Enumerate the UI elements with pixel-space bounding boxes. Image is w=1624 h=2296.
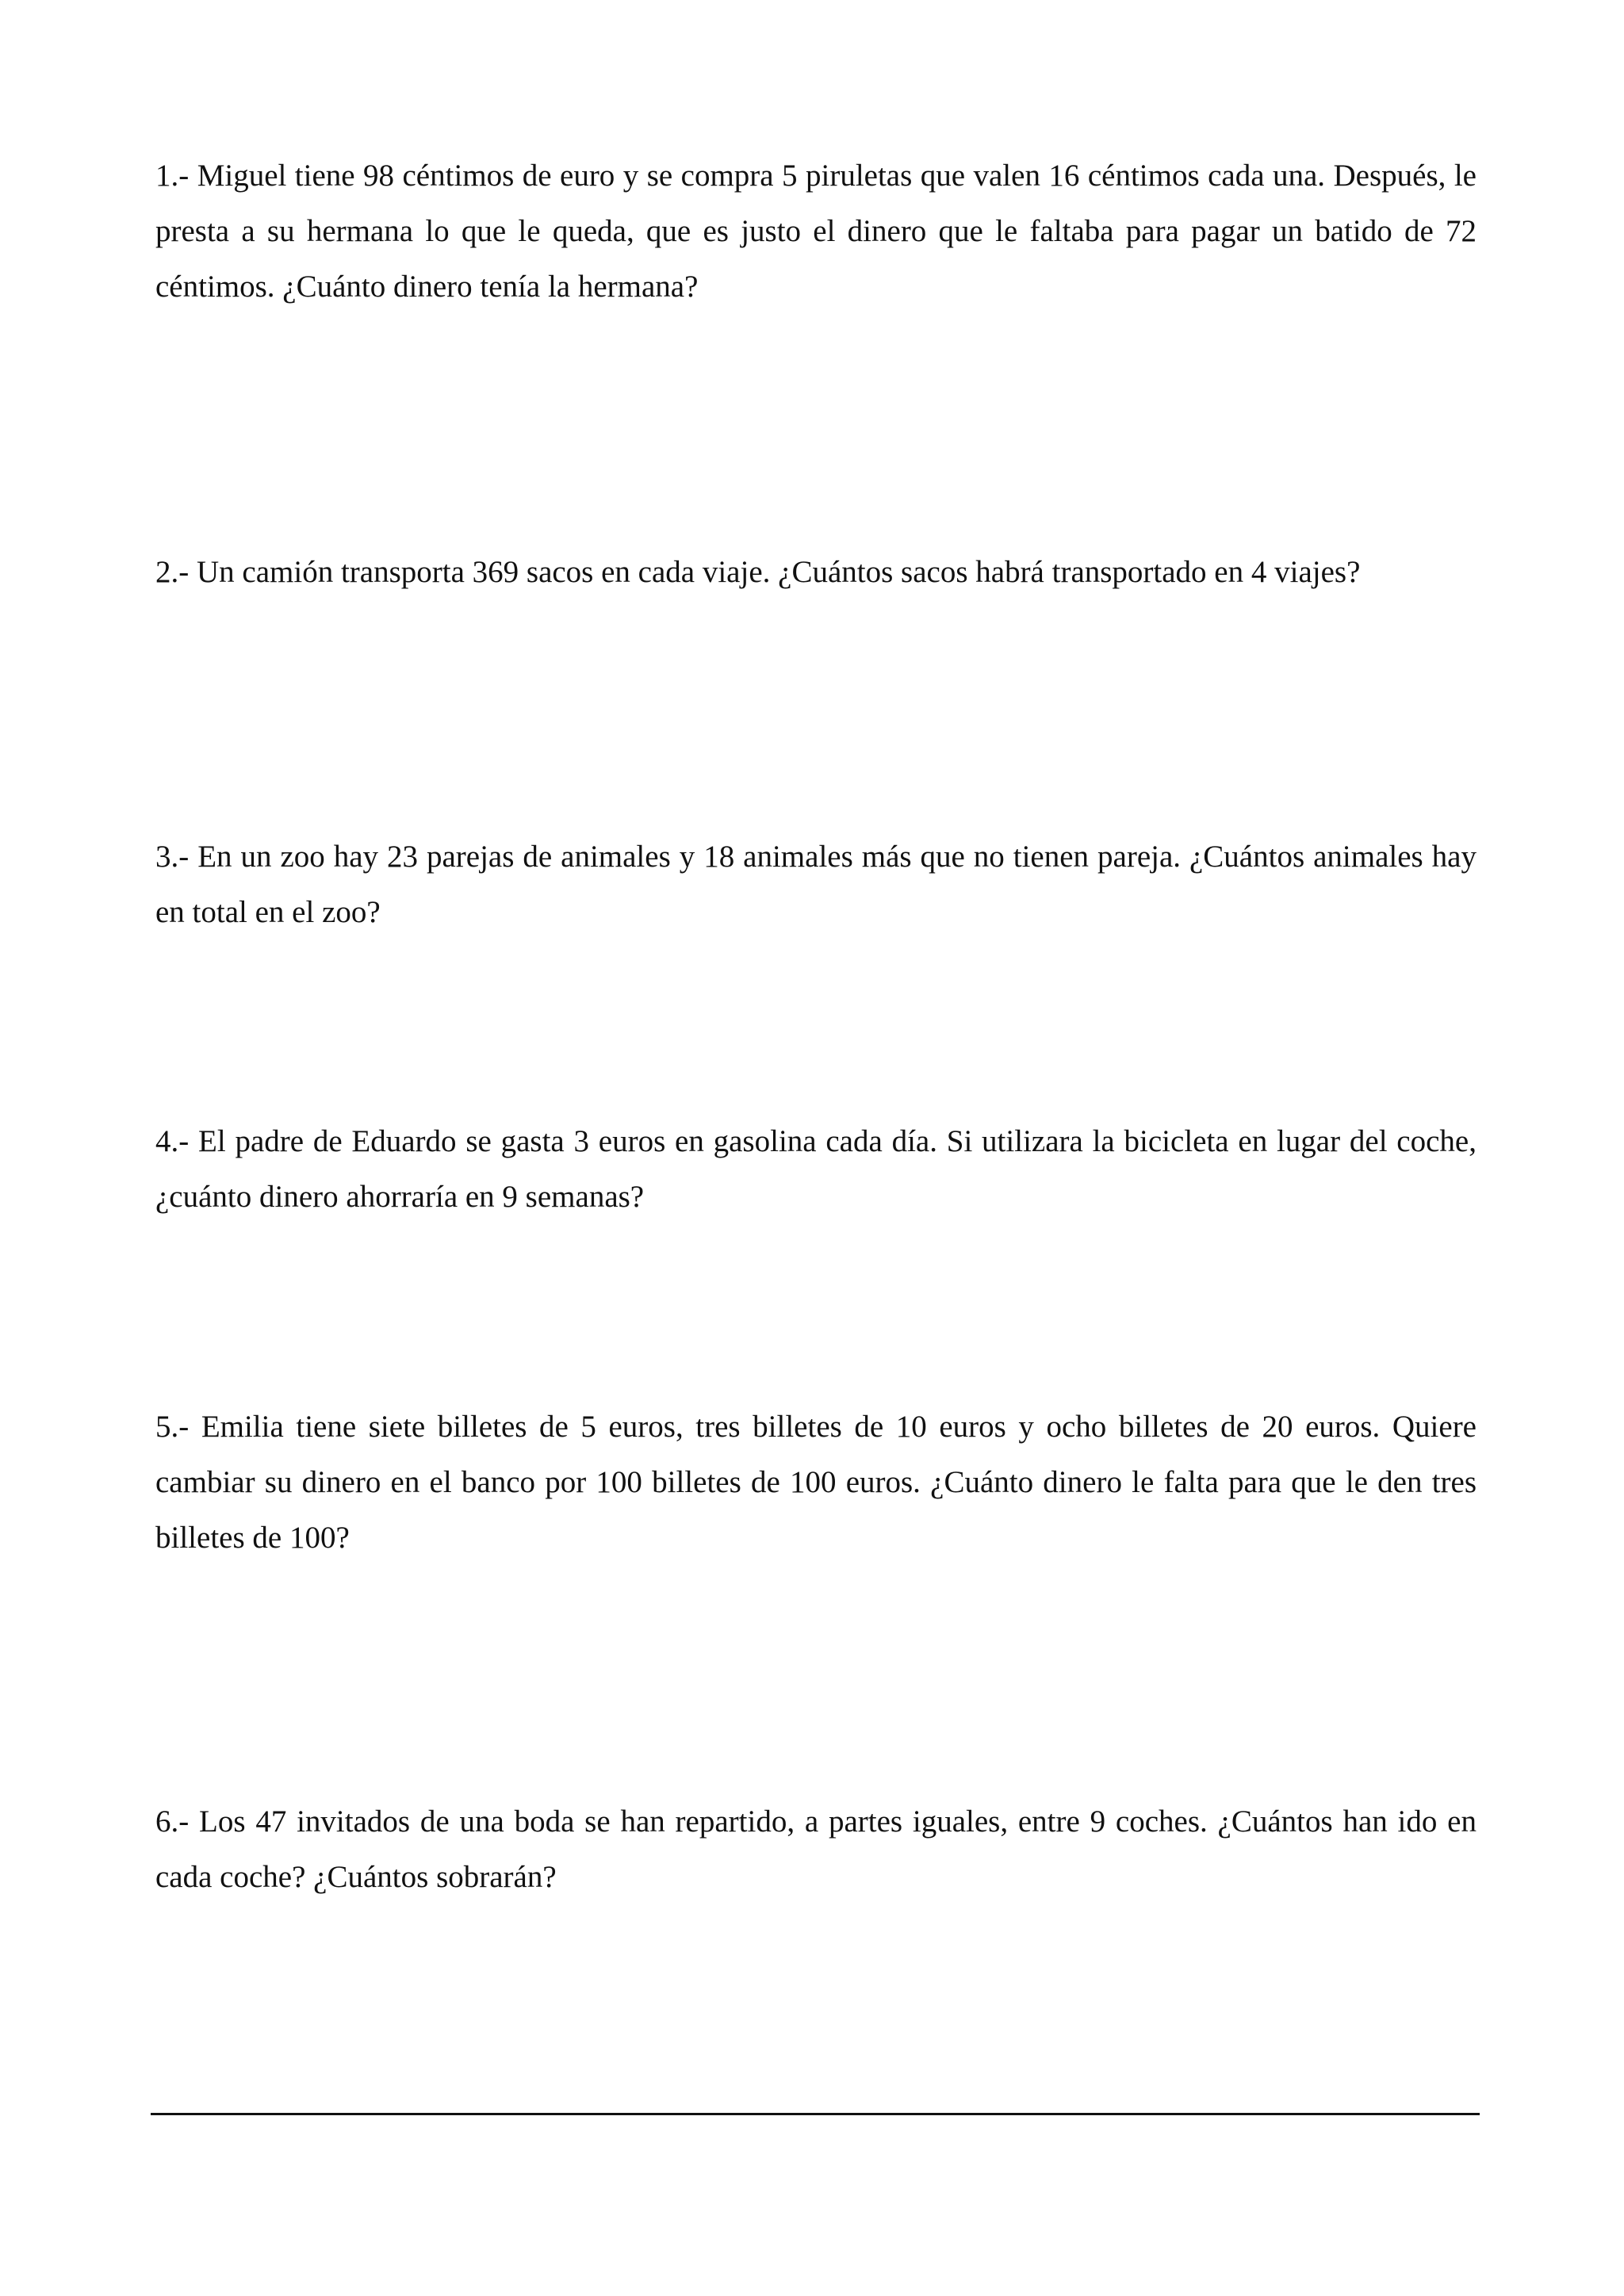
problem-1: 1.- Miguel tiene 98 céntimos de euro y se compra 5 piruletas que valen 16 céntimos cada una. Después, le presta a su hermana lo que le queda, que es justo el dinero que le faltaba para pagar un batido de 72 céntimos. ¿Cuánto dinero tenía la hermana?	[155, 159, 1477, 304]
problem-3: 3.- En un zoo hay 23 parejas de animales y 18 animales más que no tienen pareja. ¿Cuántos animales hay en total en el zoo?	[155, 840, 1477, 929]
problem-5: 5.- Emilia tiene siete billetes de 5 euros, tres billetes de 10 euros y ocho billetes de 20 euros. Quiere cambiar su dinero en el banco por 100 billetes de 100 euros. ¿Cuánto dinero le falta para que le den tres billetes de 100?	[155, 1410, 1477, 1555]
problem-4: 4.- El padre de Eduardo se gasta 3 euros en gasolina cada día. Si utilizara la bicicleta en lugar del coche, ¿cuánto dinero ahorraría en 9 semanas?	[155, 1124, 1477, 1214]
problem-2: 2.- Un camión transporta 369 sacos en cada viaje. ¿Cuántos sacos habrá transportado en 4 viajes?	[155, 555, 1361, 589]
problem-6: 6.- Los 47 invitados de una boda se han repartido, a partes iguales, entre 9 coches. ¿Cuántos han ido en cada coche? ¿Cuántos sobrarán?	[155, 1804, 1477, 1894]
footer-divider	[151, 2113, 1480, 2115]
